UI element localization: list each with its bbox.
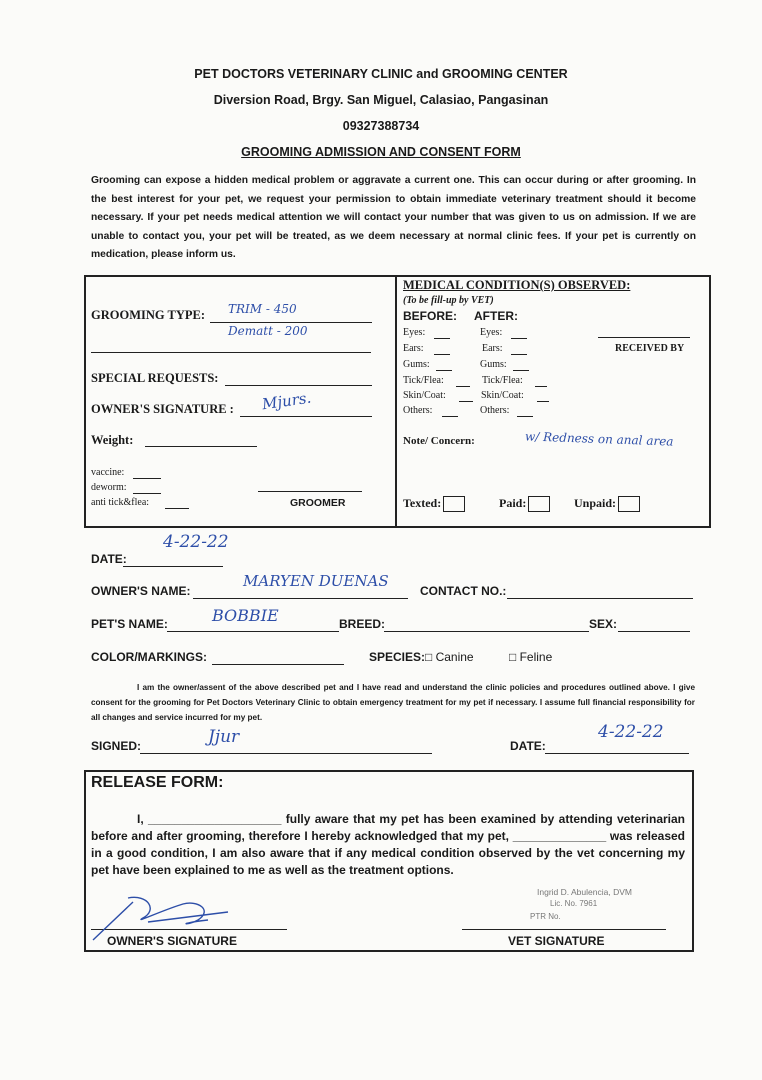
vet-stamp-license: Lic. No. 7961 (550, 899, 598, 908)
deworm-label: deworm: (91, 482, 127, 493)
after-skincoat: Skin/Coat: (481, 390, 524, 401)
owner-name-value: MARYEN DUENAS (243, 572, 389, 590)
owner-name-label: OWNER'S NAME: (91, 584, 191, 598)
before-others: Others: (403, 405, 433, 416)
medical-subtitle: (To be fill-up by VET) (403, 295, 494, 306)
special-requests-label: SPECIAL REQUESTS: (91, 371, 219, 385)
form-title: GROOMING ADMISSION AND CONSENT FORM (241, 145, 521, 159)
received-by-label: RECEIVED BY (615, 343, 685, 354)
before-gums: Gums: (403, 359, 430, 370)
grooming-type-value-2: Dematt - 200 (228, 324, 308, 338)
after-others: Others: (480, 405, 510, 416)
vet-stamp-ptr: PTR No. (530, 912, 561, 921)
clinic-address: Diversion Road, Brgy. San Miguel, Calasiao, Pangasinan (213, 93, 549, 107)
after-label: AFTER: (474, 309, 518, 323)
weight-label: Weight: (91, 433, 134, 447)
intro-paragraph: Grooming can expose a hidden medical problem or aggravate a current one. This can occur during or after grooming. In the best interest for your pet, we request your permission to obtain immediate veterinary treatment should it become necessary. If your pet needs medical attention we will contact your number that was given to us on admission. If we are unable to contact you, your pet will be treated, as we deem necessary at normal clinic fees. If your pet is currently on medication, please inform us. (91, 175, 696, 261)
signed-label: SIGNED: (91, 739, 142, 753)
after-eyes: Eyes: (480, 327, 503, 338)
clinic-name: PET DOCTORS VETERINARY CLINIC and GROOMING CENTER (194, 67, 568, 81)
owner-signature-scribble (88, 890, 238, 945)
before-ears: Ears: (403, 343, 424, 354)
note-concern-value: w/ Redness on anal area (524, 429, 674, 449)
medical-title: MEDICAL CONDITION(S) OBSERVED: (403, 278, 631, 292)
pet-name-value: BOBBIE (212, 606, 279, 625)
paid-field[interactable]: Paid: (499, 496, 550, 512)
unpaid-checkbox[interactable] (618, 496, 640, 512)
pet-name-label: PET'S NAME: (91, 617, 168, 631)
unpaid-field[interactable]: Unpaid: (574, 496, 640, 512)
before-eyes: Eyes: (403, 327, 426, 338)
before-tickflea: Tick/Flea: (403, 375, 444, 386)
sex-label: SEX: (589, 617, 618, 631)
paid-checkbox[interactable] (528, 496, 550, 512)
tickflea-label: anti tick&flea: (91, 497, 150, 508)
texted-checkbox[interactable] (443, 496, 465, 512)
grooming-type-value-1: TRIM - 450 (228, 302, 297, 316)
consent-paragraph: I am the owner/assent of the above described pet and I have read and understand the clinic policies and procedures outlined above. I give consent for the grooming for Pet Doctors Veterinary Clinic to obtain emergency treatment for my pet if necessary. I assume full financial responsibility for all changes and service incurred for my pet. (91, 683, 695, 722)
species-feline-option[interactable]: □ Feline (509, 650, 553, 664)
texted-field[interactable]: Texted: (403, 496, 465, 512)
vet-stamp-name: Ingrid D. Abulencia, DVM (537, 887, 632, 897)
after-ears: Ears: (482, 343, 503, 354)
species-canine-option[interactable]: □ Canine (425, 650, 474, 664)
vaccine-label: vaccine: (91, 467, 125, 478)
after-tickflea: Tick/Flea: (482, 375, 523, 386)
release-title: RELEASE FORM: (91, 774, 224, 791)
before-label: BEFORE: (403, 309, 457, 323)
clinic-phone: 09327388734 (342, 119, 420, 133)
contact-label: CONTACT NO.: (420, 584, 507, 598)
before-skincoat: Skin/Coat: (403, 390, 446, 401)
grooming-type-label: GROOMING TYPE: (91, 308, 206, 322)
consent-date-label: DATE: (510, 739, 546, 753)
signed-value: Jjur (208, 727, 240, 747)
color-markings-label: COLOR/MARKINGS: (91, 650, 207, 664)
owner-signature-value: Mjurs. (260, 388, 313, 414)
vet-signature-label: VET SIGNATURE (508, 934, 605, 948)
note-concern-label: Note/ Concern: (403, 435, 475, 447)
breed-label: BREED: (339, 617, 386, 631)
species-label: SPECIES: (369, 650, 426, 664)
date-value: 4-22-22 (163, 532, 229, 552)
groomer-label: GROOMER (290, 497, 346, 509)
date-label: DATE: (91, 552, 127, 566)
after-gums: Gums: (480, 359, 507, 370)
release-owner-signature-label: OWNER'S SIGNATURE (107, 934, 237, 948)
consent-date-value: 4-22-22 (598, 722, 664, 742)
release-paragraph: I, ____________________ fully aware that my pet has been examined by attending veterinarian before and after grooming, therefore I hereby acknowledged that my pet, ______________ was released in a good condition, I am also aware that if any medical condition observed by the vet concerning my pet have been explained to me as well as the treatment options. (91, 812, 685, 877)
owner-signature-label: OWNER'S SIGNATURE : (91, 402, 234, 416)
